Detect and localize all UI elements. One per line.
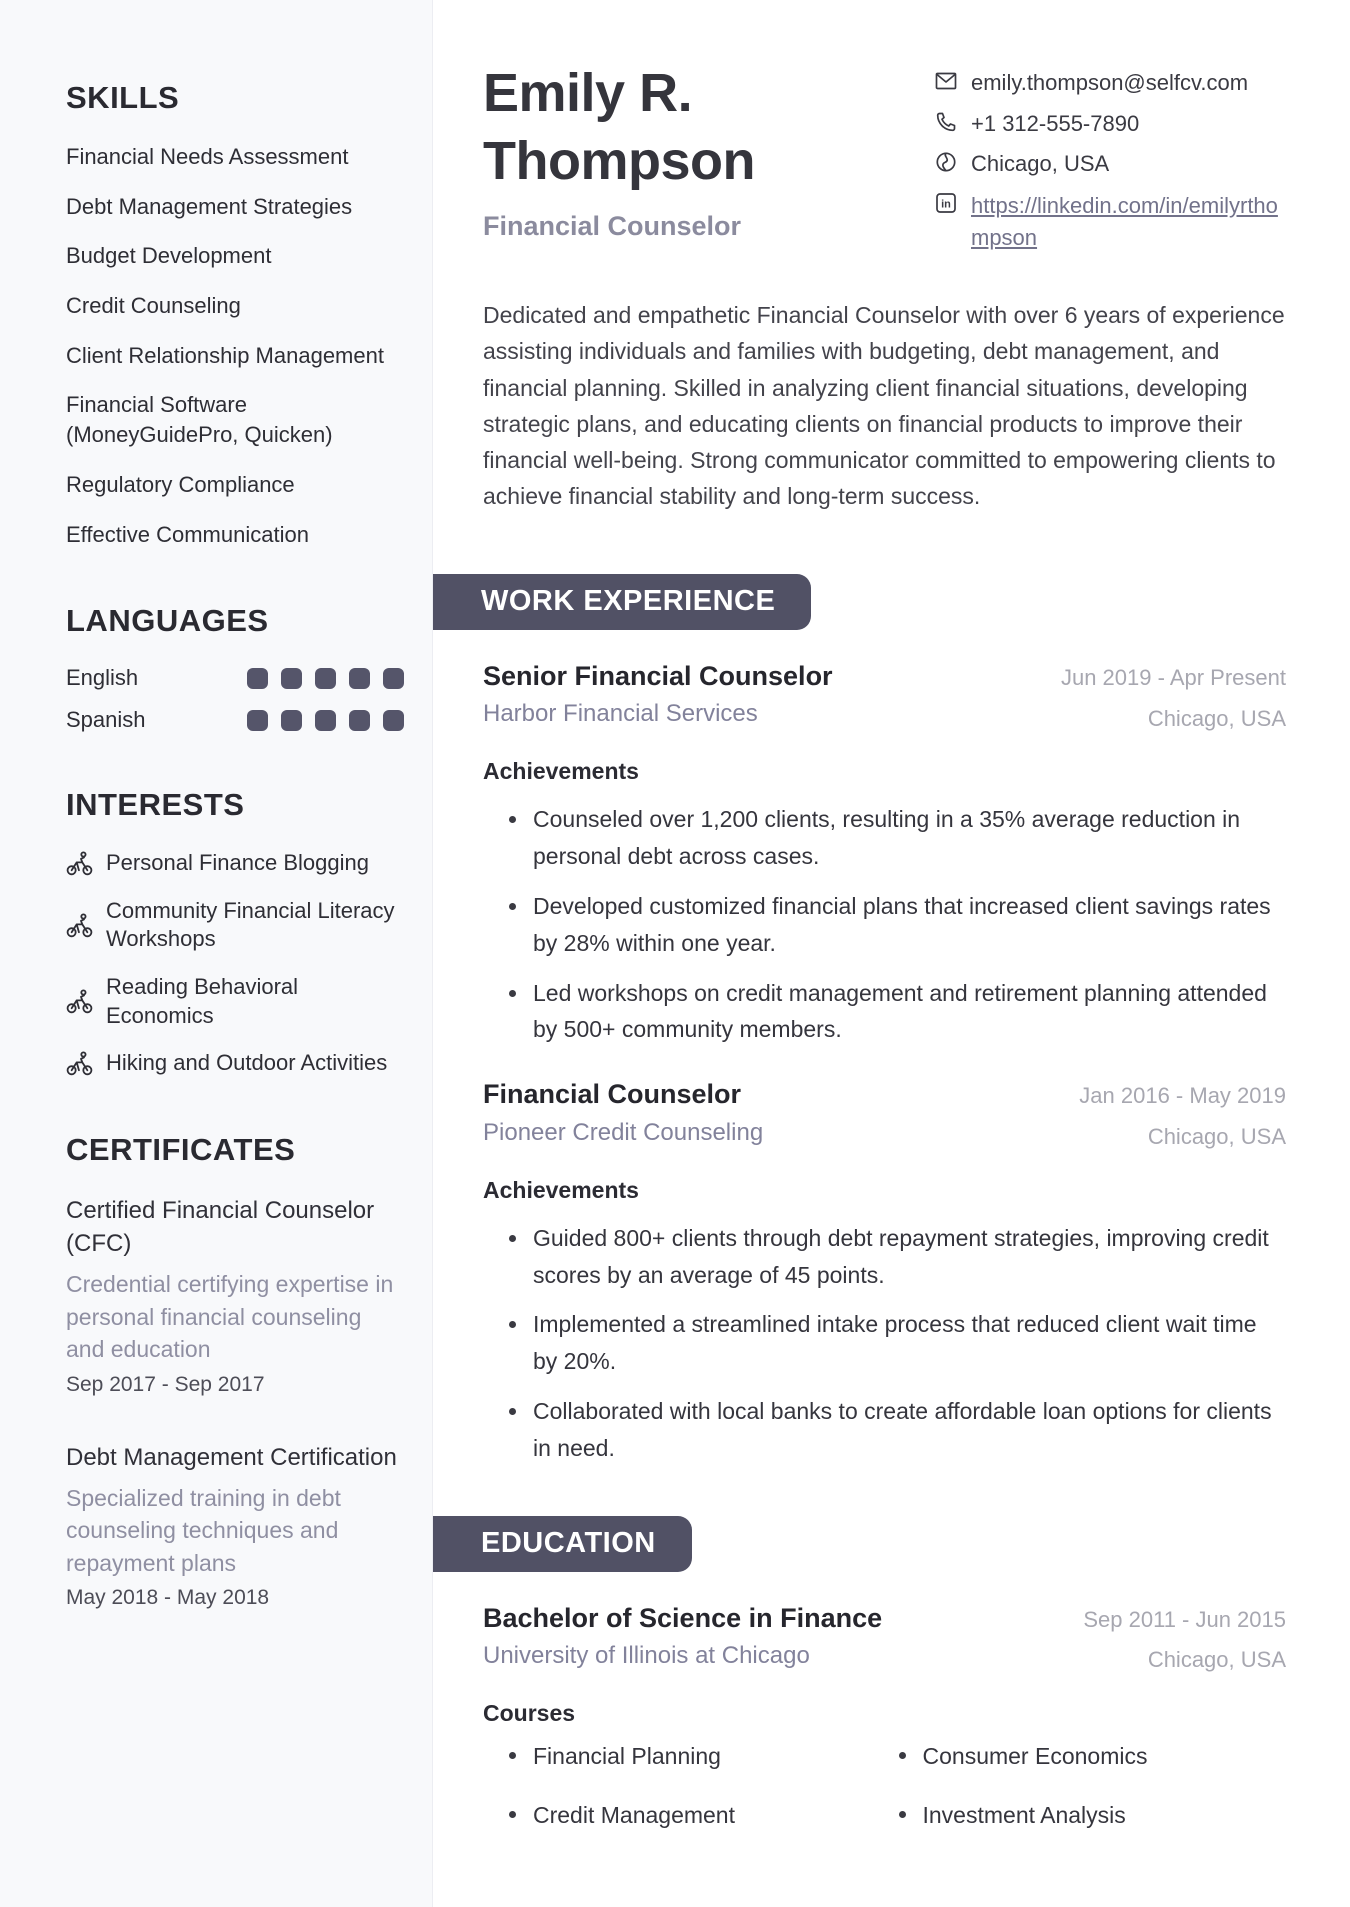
job-title-block (483, 660, 833, 728)
job-company: Pioneer Credit Counseling (483, 1118, 764, 1146)
contact-phone: +1 312-555-7890 (971, 110, 1140, 136)
person-job-title: Financial Counselor (483, 211, 742, 241)
interest-item (66, 897, 404, 954)
job-dates: Jan 2016 - May 2019 (1079, 1083, 1286, 1109)
certificate-dates: Sep 2017 - Sep 2017 (66, 1372, 265, 1396)
contact-email: emily.thompson@selfcv.com (971, 70, 1249, 95)
education-location: Chicago, USA (1147, 1647, 1286, 1673)
achievement-item: Guided 800+ clients through debt repayment strategies, improving credit scores by an average of 45 points. (507, 1220, 1286, 1294)
certificates-heading: CERTIFICATES (66, 1131, 296, 1167)
skill-item: Financial Needs Assessment (66, 144, 349, 169)
language-row (66, 707, 404, 733)
language-level (247, 668, 404, 689)
job-entry (483, 660, 1286, 1048)
skills-heading: SKILLS (66, 80, 180, 115)
job-entry (483, 1078, 1286, 1466)
language-level-square (315, 668, 336, 689)
job-title-block (483, 1078, 763, 1146)
education-dates: Sep 2011 - Jun 2015 (1083, 1606, 1286, 1632)
achievements-list (483, 801, 1286, 1048)
skill-item: Debt Management Strategies (66, 193, 353, 219)
certificate-name: Certified Financial Counselor (CFC) (66, 1196, 375, 1258)
cyclist-icon (66, 912, 93, 939)
courses-list (483, 1743, 1286, 1829)
interests-section (66, 787, 404, 1078)
achievements-list (483, 1220, 1286, 1467)
contact-location-row (934, 149, 1286, 179)
skills-section (66, 80, 404, 549)
job-location: Chicago, USA (1147, 1123, 1286, 1149)
job-meta (1061, 660, 1286, 735)
education-section-badge: EDUCATION (433, 1516, 692, 1572)
main-column (433, 0, 1350, 1907)
person-name: Emily R. Thompson (483, 63, 755, 191)
course-item: Consumer Economics (897, 1743, 1287, 1770)
languages-section (66, 603, 404, 733)
achievement-item: Led workshops on credit management and retirement planning attended by 500+ community members. (507, 975, 1286, 1049)
certificate-dates: May 2018 - May 2018 (66, 1586, 270, 1610)
certificate-description: Specialized training in debt counseling techniques and repayment plans (66, 1484, 341, 1576)
contact-location: Chicago, USA (971, 151, 1110, 177)
job-title: Senior Financial Counselor (483, 660, 833, 691)
education-meta (1083, 1602, 1286, 1677)
language-level-square (349, 710, 370, 731)
skill-item: Client Relationship Management (66, 342, 384, 368)
phone-icon (934, 109, 958, 134)
languages-heading: LANGUAGES (66, 603, 269, 639)
skill-item: Effective Communication (66, 521, 309, 547)
interest-label: Community Financial Literacy Workshops (106, 897, 395, 952)
achievement-item: Developed customized financial plans that increased client savings rates by 28% within one year. (507, 888, 1286, 962)
linkedin-icon (934, 190, 958, 215)
skill-item: Credit Counseling (66, 293, 241, 319)
sidebar (0, 0, 433, 1907)
job-dates: Jun 2019 - Apr Present (1060, 664, 1286, 690)
language-level-square (247, 710, 268, 731)
contact-linkedin-row (934, 190, 1286, 254)
job-company: Harbor Financial Services (483, 700, 758, 728)
certificate-item (66, 1441, 404, 1611)
job-location: Chicago, USA (1147, 705, 1286, 731)
language-level-square (383, 710, 404, 731)
resume-header (483, 60, 1286, 265)
work-experience-section-badge: WORK EXPERIENCE (433, 574, 811, 630)
education-entry (483, 1602, 1286, 1830)
job-meta (1079, 1078, 1286, 1153)
job-title: Financial Counselor (483, 1079, 742, 1110)
cyclist-icon (66, 1050, 93, 1077)
language-level-square (281, 710, 302, 731)
contact-phone-row (934, 109, 1286, 139)
language-row (66, 665, 404, 691)
courses-label: Courses (483, 1700, 576, 1727)
contact-block (934, 60, 1286, 265)
interests-heading: INTERESTS (66, 787, 245, 823)
achievements-label: Achievements (483, 758, 639, 785)
identity-block (483, 60, 828, 242)
globe-icon (934, 149, 958, 174)
interest-label: Personal Finance Blogging (106, 850, 369, 876)
interest-item (66, 1049, 404, 1078)
certificates-section (66, 1132, 404, 1611)
course-item: Financial Planning (507, 1743, 897, 1770)
certificate-item (66, 1194, 404, 1397)
cyclist-icon (66, 988, 93, 1015)
language-name: Spanish (66, 707, 146, 733)
achievement-item: Counseled over 1,200 clients, resulting in a 35% average reduction in personal debt across cases. (507, 801, 1286, 875)
job-header (483, 660, 1286, 735)
job-header (483, 1078, 1286, 1153)
interest-label: Reading Behavioral Economics (106, 973, 299, 1028)
certificate-name: Debt Management Certification (66, 1443, 397, 1471)
language-name: English (66, 665, 139, 691)
achievement-item: Implemented a streamlined intake process that reduced client wait time by 20%. (507, 1306, 1286, 1380)
language-level-square (281, 668, 302, 689)
course-item: Investment Analysis (897, 1802, 1287, 1829)
language-level (247, 710, 404, 731)
course-item: Credit Management (507, 1802, 897, 1829)
education-header (483, 1602, 1286, 1677)
school-name: University of Illinois at Chicago (483, 1641, 810, 1669)
interest-label: Hiking and Outdoor Activities (106, 1050, 388, 1076)
contact-linkedin-link[interactable]: https://linkedin.com/in/emilyrthompson (971, 193, 1278, 250)
skill-item: Budget Development (66, 243, 272, 269)
achievement-item: Collaborated with local banks to create affordable loan options for clients in need. (507, 1393, 1286, 1467)
professional-summary: Dedicated and empathetic Financial Counselor with over 6 years of experience assisting individuals and families with budgeting, debt management, and financial planning. Skilled in analyzing client financial situations, developing strategic plans, and educating clients on financial products to improve their financial well-being. Strong communicator committed to empowering clients to achieve financial stability and long-term success. (483, 301, 1285, 510)
contact-email-row (934, 68, 1286, 98)
language-level-square (247, 668, 268, 689)
interest-item (66, 973, 404, 1030)
cyclist-icon (66, 850, 93, 877)
certificate-description: Credential certifying expertise in personal financial counseling and education (66, 1270, 394, 1363)
language-level-square (349, 668, 370, 689)
interest-item (66, 849, 404, 878)
skill-item: Regulatory Compliance (66, 471, 295, 497)
skill-item: Financial Software (MoneyGuidePro, Quicken) (66, 392, 333, 448)
language-level-square (315, 710, 336, 731)
degree-title: Bachelor of Science in Finance (483, 1602, 883, 1633)
svg-text:in: in (941, 198, 951, 211)
language-level-square (383, 668, 404, 689)
achievements-label: Achievements (483, 1176, 639, 1203)
email-icon (934, 68, 958, 93)
degree-block (483, 1602, 882, 1670)
